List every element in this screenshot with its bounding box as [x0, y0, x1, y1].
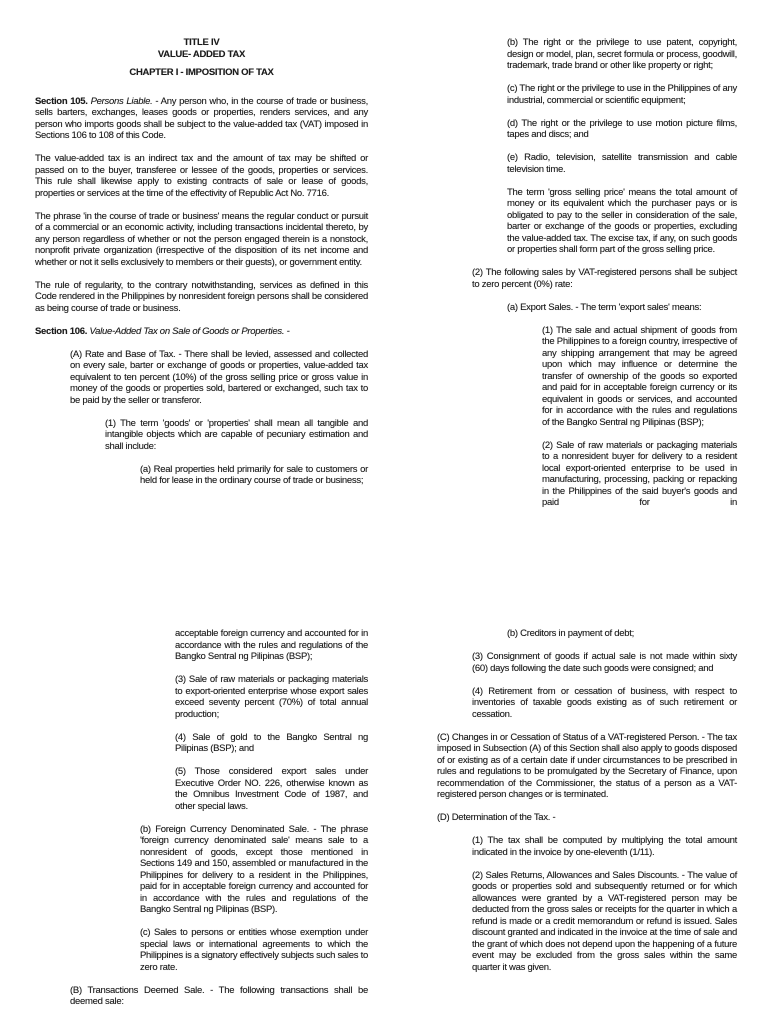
paragraph [140, 824, 368, 916]
text-segment: - Any person who, in the course of trade or business, sells barters, exchanges, leases goods or properties, renders services, and any person who imports goods shall be subject to the value-added tax (VAT) imposed in Sections 106 to 108 of this Code. [35, 95, 368, 141]
text-segment: The value-added tax is an indirect tax and the amount of tax may be shifted or passed on to the buyer, transferee or lessee of the goods, properties or services. This rule shall likewise apply to existing contracts of sale or lease of goods, properties or services at the time of the effectivity of Republic Act No. 7716. [35, 153, 368, 199]
text-segment: (b) The right or the privilege to use patent, copyright, design or model, plan, secret formula or process, goodwill, trademark, trade brand or other like property or right; [507, 37, 737, 71]
text-segment: (1) The sale and actual shipment of goods from the Philippines to a foreign country, irrespective of any shipping arrangement that may be agreed upon which may influence or determine the transfer of ownership of the goods so exported and paid for in acceptable foreign currency or its equivalent in goods or services, and accounted for in accordance with the rules and regulations of the Bangko Sentral ng Pilipinas (BSP); [542, 324, 737, 428]
text-segment: Persons Liable. [90, 95, 153, 107]
paragraph [175, 674, 368, 720]
paragraph [35, 326, 368, 338]
page1-right-body [437, 37, 737, 509]
paragraph [70, 349, 368, 407]
paragraph [472, 835, 737, 858]
text-segment: (2) Sales Returns, Allowances and Sales Discounts. - The value of goods or properties sold and subsequently returned or for which allowances were granted by a VAT-registered person may be deducted from the gross sales or receipts for the quarter in which a refund is made or a credit memorandum or refund is issued. Sales discount granted and indicated in the invoice at the time of sale and the grant of which does not depend upon the happening of a future event may be excluded from the gross sales within the same quarter it was given. [472, 869, 737, 973]
text-segment: (3) Consignment of goods if actual sale is not made within sixty (60) days following the date such goods were consigned; and [472, 651, 737, 674]
text-segment: The term 'gross selling price' means the total amount of money or its equivalent which the purchaser pays or is obligated to pay to the seller in consideration of the sale, barter or exchange of the goods or properties, excluding the value-added tax. The excise tax, if any, on such goods or properties shall form part of the gross selling price. [507, 186, 737, 255]
paragraph [507, 152, 737, 175]
paragraph [507, 628, 737, 640]
page1-left-body [35, 96, 368, 487]
paragraph [437, 732, 737, 801]
paragraph [140, 927, 368, 973]
text-segment: (C) Changes in or Cessation of Status of a VAT-registered Person. - The tax imposed in Subsection (A) of this Section shall also apply to goods disposed of or existing as of a certain date if under circumstances to be prescribed in rules and regulations to be promulgated by the Secretary of Finance, upon recommendation of the Commissioner, the status of a person as a VAT-registered person changes or is terminated. [437, 731, 737, 800]
text-segment: (a) Export Sales. - The term 'export sales' means: [507, 301, 702, 313]
paragraph [175, 732, 368, 755]
text-segment: The rule of regularity, to the contrary notwithstanding, services as defined in this Code rendered in the Philippines by nonresident foreign persons shall be considered as being course of trade or business. [35, 279, 368, 314]
text-segment: (5) Those considered export sales under Executive Order NO. 226, otherwise known as the Omnibus Investment Code of 1987, and other special laws. [175, 766, 368, 812]
paragraph [35, 153, 368, 199]
paragraph [105, 418, 368, 453]
text-segment: (4) Sale of gold to the Bangko Sentral ng Pilipinas (BSP); and [175, 731, 368, 754]
paragraph [70, 985, 368, 1008]
paragraph [437, 812, 737, 824]
document-title-line-2: VALUE- ADDED TAX [157, 48, 246, 60]
text-segment: (B) Transactions Deemed Sale. - The following transactions shall be deemed sale: [70, 984, 368, 1007]
page2-right-body [437, 628, 737, 973]
page2-left-body [35, 628, 368, 1008]
paragraph [507, 37, 737, 72]
document-title-line-1: TITLE IV [183, 37, 220, 48]
text-segment: (b) Creditors in payment of debt; [507, 628, 634, 639]
chapter-heading: CHAPTER I - IMPOSITION OF TAX [129, 67, 274, 78]
page1-left-column [35, 0, 368, 487]
text-segment: (A) Rate and Base of Tax. - There shall be levied, assessed and collected on every sale, barter or exchange of goods or properties, value-added tax equivalent to ten percent (10%) of the gross selling price or gross value in money of the goods or properties sold, bartered or exchanged, such tax to be paid by the seller or transferor. [70, 348, 368, 406]
paragraph [35, 96, 368, 142]
text-segment: acceptable foreign currency and accounted for in accordance with the rules and regulations of the Bangko Sentral ng Pilipinas (BSP); [175, 628, 368, 662]
text-segment: (e) Radio, television, satellite transmission and cable television time. [507, 152, 737, 175]
paragraph [140, 464, 368, 487]
text-segment: (2) The following sales by VAT-registered persons shall be subject to zero percent (0%) rate: [472, 267, 737, 290]
paragraph [175, 766, 368, 812]
paragraph [472, 686, 737, 721]
text-segment: (4) Retirement from or cessation of business, with respect to inventories of taxable goods existing as of such retirement or cessation. [472, 685, 737, 720]
text-segment: (1) The term 'goods' or 'properties' shall mean all tangible and intangible objects which are capable of pecuniary estimation and shall include: [105, 417, 368, 452]
paragraph [542, 440, 737, 509]
text-segment: (1) The tax shall be computed by multiplying the total amount indicated in the invoice by one-eleventh (1/11). [472, 835, 737, 858]
page2-right-column [437, 628, 737, 973]
paragraph [472, 870, 737, 974]
paragraph [507, 83, 737, 106]
text-segment: (c) The right or the privilege to use in the Philippines of any industrial, commercial or scientific equipment; [507, 83, 737, 106]
page1-right-column [437, 37, 737, 509]
paragraph [35, 211, 368, 269]
text-segment: (c) Sales to persons or entities whose exemption under special laws or international agreements to which the Philippines is a signatory effectively subjects such sales to zero rate. [140, 927, 368, 973]
paragraph [507, 302, 737, 314]
text-segment: (b) Foreign Currency Denominated Sale. - The phrase 'foreign currency denominated sale' means sale to a nonresident of goods, except those mentioned in Sections 149 and 150, assembled or manufactured in the Philippines for delivery to a resident in the Philippines, paid for in acceptable foreign currency and accounted for in accordance with the rules and regulations of the Bangko Sentral ng Pilipinas (BSP). [140, 823, 368, 915]
paragraph [507, 118, 737, 141]
text-segment: Section 105. [35, 95, 88, 107]
text-segment: (3) Sale of raw materials or packaging materials to export-oriented enterprise whose export sales exceed seventy percent (70%) of total annual production; [175, 674, 368, 720]
text-segment: (D) Determination of the Tax. - [437, 812, 556, 823]
text-segment: The phrase 'in the course of trade or business' means the regular conduct or pursuit of a commercial or an economic activity, including transactions incidental thereto, by any person regardless of whether or not the person engaged therein is a nonstock, nonprofit private organization (irrespective of the disposition of its net income and whether or not it sells exclusively to members or their guests), or government entity. [35, 210, 368, 268]
text-segment: Value-Added Tax on Sale of Goods or Properties. - [89, 325, 290, 337]
paragraph [507, 187, 737, 256]
paragraph [542, 325, 737, 429]
paragraph [175, 628, 368, 663]
text-segment: Section 106. [35, 325, 88, 337]
page2-left-column [35, 628, 368, 1008]
text-segment: (2) Sale of raw materials or packaging materials to a nonresident buyer for delivery to a resident local export-oriented enterprise to be used in manufacturing, processing, packing or repacking in the Philippines of the said buyer's goods and paid for in [542, 439, 737, 508]
text-segment: (a) Real properties held primarily for sale to customers or held for lease in the ordinary course of trade or business; [140, 463, 368, 486]
paragraph [35, 280, 368, 315]
paragraph [472, 267, 737, 290]
text-segment: (d) The right or the privilege to use motion picture films, tapes and discs; and [507, 117, 737, 140]
paragraph [472, 651, 737, 674]
